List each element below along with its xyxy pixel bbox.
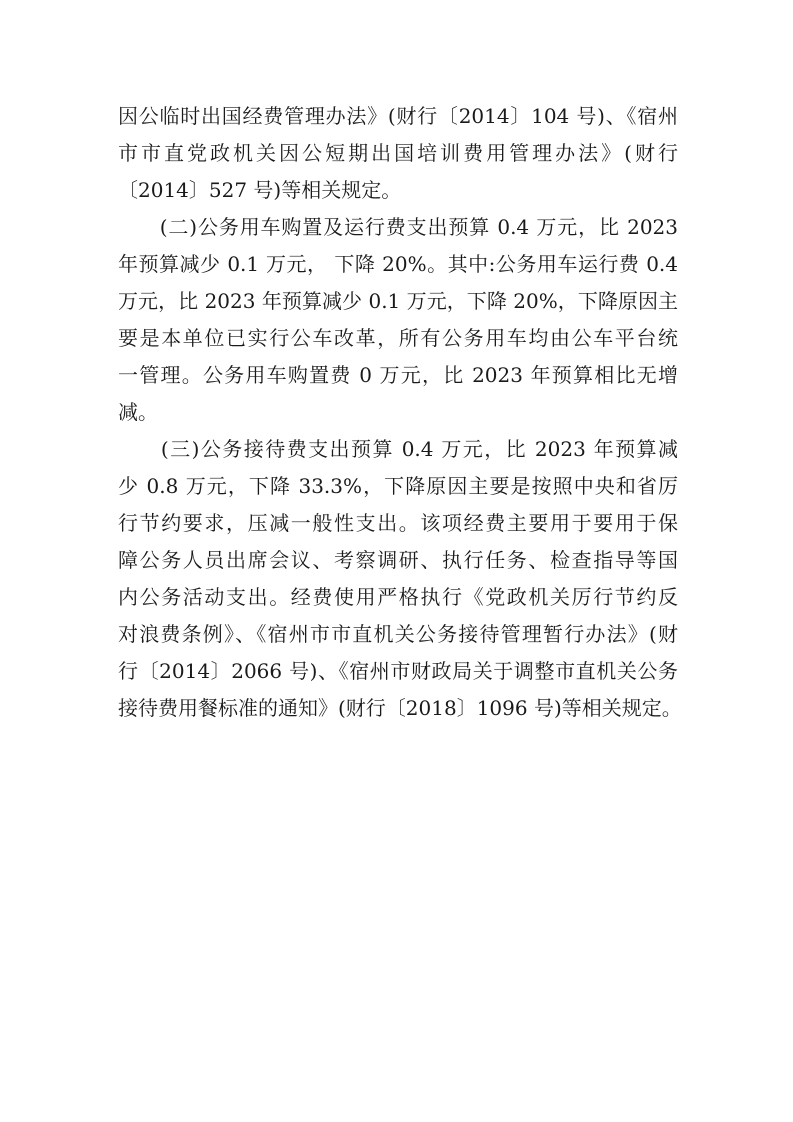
text-line: (三)公务接待费支出预算 0.4 万元，比 2023 年预算减 (118, 437, 678, 461)
text-line: 一管理。公务用车购置费 0 万元，比 2023 年预算相比无增 (118, 363, 678, 387)
text-line: 接待费用餐标准的通知》(财行〔2018〕1096 号)等相关规定。 (118, 696, 682, 720)
text-line: 行〔2014〕2066 号)、《宿州市财政局关于调整市直机关公务 (118, 659, 678, 683)
text-line: (二)公务用车购置及运行费支出预算 0.4 万元，比 2023 (118, 215, 678, 239)
paragraph-reception-expenses (118, 431, 682, 727)
paragraph-vehicle-expenses (118, 209, 678, 431)
document-body (118, 98, 682, 727)
text-line: 万元，比 2023 年预算减少 0.1 万元，下降 20%，下降原因主 (118, 289, 678, 313)
text-line: 减。 (118, 400, 158, 424)
text-line: 要是本单位已实行公车改革，所有公务用车均由公车平台统 (118, 326, 678, 350)
text-line: 年预算减少 0.1 万元， 下降 20%。其中:公务用车运行费 0.4 (118, 252, 678, 276)
text-line: 因公临时出国经费管理办法》(财行〔2014〕104 号)、《宿州 (118, 104, 678, 128)
text-line: 少 0.8 万元，下降 33.3%，下降原因主要是按照中央和省厉 (118, 474, 678, 498)
text-line: 〔2014〕527 号)等相关规定。 (118, 178, 402, 202)
text-line: 对浪费条例》、《宿州市市直机关公务接待管理暂行办法》(财 (118, 622, 678, 646)
paragraph-overseas-travel-regulations (118, 98, 678, 209)
text-line: 障公务人员出席会议、考察调研、执行任务、检查指导等国 (118, 548, 678, 572)
text-line: 市市直党政机关因公短期出国培训费用管理办法》(财行 (118, 141, 678, 165)
text-line: 行节约要求，压减一般性支出。该项经费主要用于要用于保 (118, 511, 678, 535)
text-line: 内公务活动支出。经费使用严格执行《党政机关厉行节约反 (118, 585, 678, 609)
